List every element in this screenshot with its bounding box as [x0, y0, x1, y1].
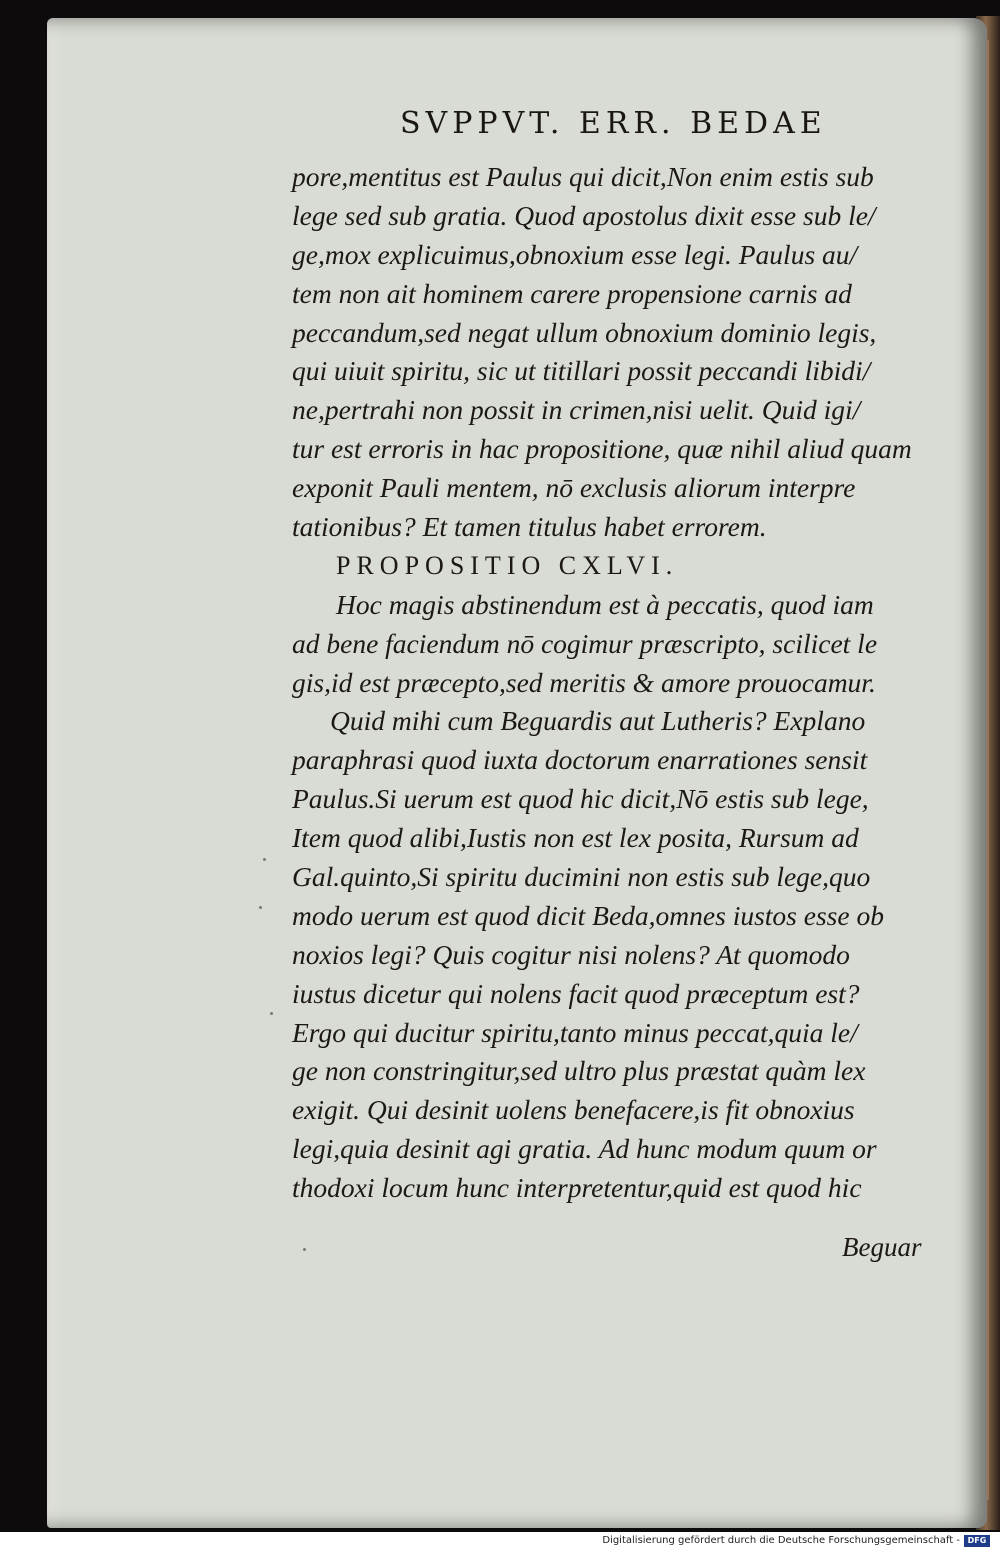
margin-mark: [259, 906, 262, 909]
catchword: Beguar: [842, 1232, 922, 1262]
margin-mark: [263, 858, 266, 861]
text-line: lege sed sub gratia. Quod apostolus dixit esse sub le/: [292, 199, 876, 231]
text-line: iustus dicetur qui nolens facit quod præceptum est?: [292, 977, 860, 1009]
text-line: ne,pertrahi non possit in crimen,nisi uelit. Quid igi/: [292, 394, 861, 426]
text-line: noxios legi? Quis cogitur nisi nolens? At quomodo: [292, 938, 850, 970]
text-line: Gal.quinto,Si spiritu ducimini non estis sub lege,quo: [292, 861, 871, 893]
text-line: ge non constringitur,sed ultro plus præstat quàm lex: [292, 1055, 866, 1087]
text-line: ad bene faciendum nō cogimur præscripto, scilicet le: [292, 627, 878, 659]
text-line: pore,mentitus est Paulus qui dicit,Non enim estis sub: [292, 161, 874, 192]
text-line: ge,mox explicuimus,obnoxium esse legi. Paulus au/: [292, 238, 858, 270]
text-line: exponit Pauli mentem, nō exclusis aliorum interpre: [292, 472, 856, 504]
text-line: qui uiuit spiritu, sic ut titillari possit peccandi libidi/: [292, 355, 871, 387]
text-line: tationibus? Et tamen titulus habet errorem.: [292, 511, 767, 543]
dfg-logo-icon: DFG: [964, 1535, 990, 1547]
text-line: legi,quia desinit agi gratia. Ad hunc modum quum or: [292, 1133, 877, 1165]
text-line: tur est erroris in hac propositione, quæ nihil aliud quam: [292, 433, 912, 465]
text-line: Item quod alibi,Iustis non est lex posita, Rursum ad: [292, 822, 859, 854]
text-line: Ergo qui ducitur spiritu,tanto minus peccat,quia le/: [292, 1016, 858, 1048]
text-line: Paulus.Si uerum est quod hic dicit,Nō estis sub lege,: [292, 783, 869, 815]
text-line: paraphrasi quod iuxta doctorum enarrationes sensit: [292, 744, 868, 776]
text-line: modo uerum est quod dicit Beda,omnes iustos esse ob: [292, 899, 884, 931]
margin-mark: [270, 1012, 273, 1015]
margin-mark: [303, 1248, 306, 1251]
text-line: Quid mihi cum Beguardis aut Lutheris? Explano: [330, 705, 866, 737]
text-line: thodoxi locum hunc interpretentur,quid est quod hic: [292, 1172, 862, 1204]
proposition-heading: PROPOSITIO CXLVI.: [336, 550, 679, 580]
text-line: exigit. Qui desinit uolens benefacere,is fit obnoxius: [292, 1094, 855, 1126]
body-text: [292, 158, 942, 1208]
text-line: tem non ait hominem carere propensione carnis ad: [292, 277, 852, 309]
text-line: peccandum,sed negat ullum obnoxium dominio legis,: [292, 316, 877, 348]
running-head: SVPPVT. ERR. BEDAE: [400, 106, 827, 141]
text-line: gis,id est præcepto,sed meritis & amore prouocamur.: [292, 666, 876, 698]
text-line: Hoc magis abstinendum est à peccatis, quod iam: [336, 588, 874, 620]
funding-credit: Digitalisierung gefördert durch die Deutsche Forschungsgemeinschaft -: [602, 1535, 960, 1546]
